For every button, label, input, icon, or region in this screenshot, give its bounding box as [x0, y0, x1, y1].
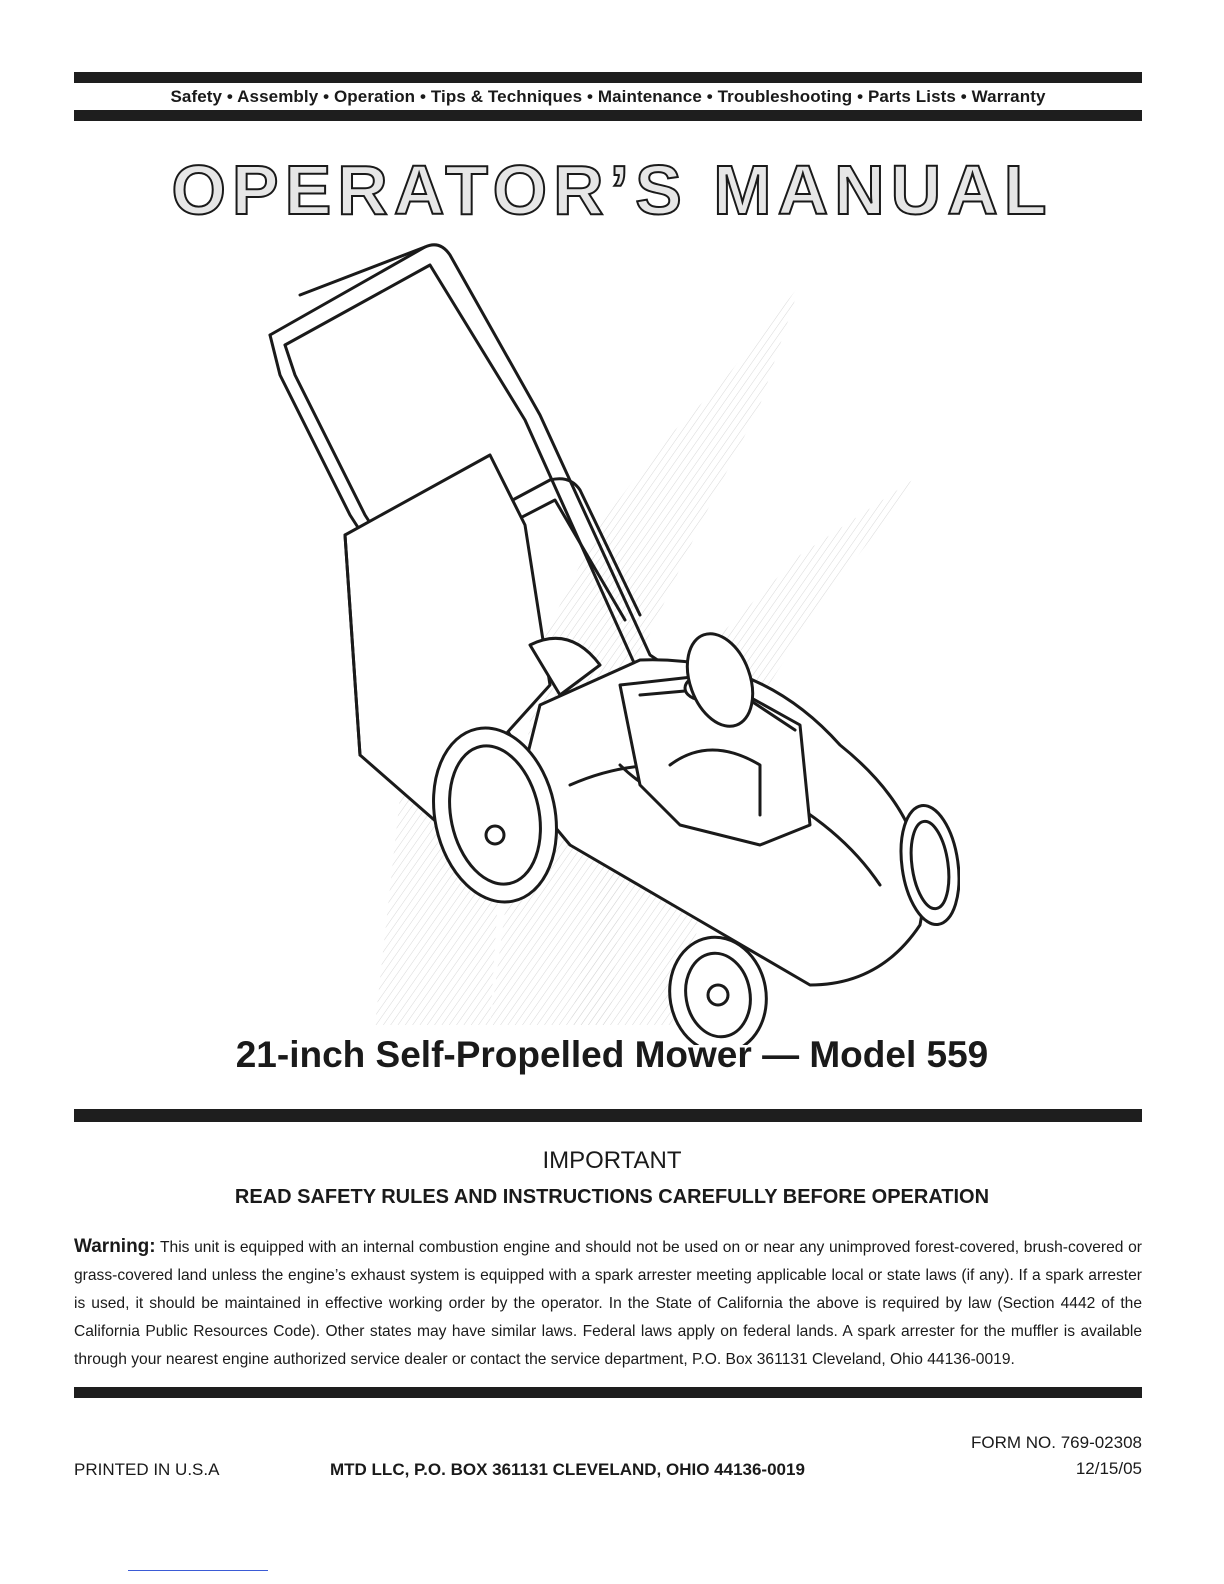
top-rule-upper: [74, 72, 1142, 83]
warning-label: Warning:: [74, 1236, 156, 1257]
warning-text: This unit is equipped with an internal combustion engine and should not be used on or near any unimproved forest-covered, brush-covered or grass-covered land unless the engine’s exhaust system is equipped with a spark arrester meeting applicable local or state laws (if any). If a spark arrester is used, it should be maintained in effective working order by the operator. In the State of California the above is required by law (Section 4442 of the California Public Resources Code). Other states may have similar laws. Federal laws apply on federal lands. A spark arrester for the muffler is available through your nearest engine authorized service dealer or contact the service department, P.O. Box 361131 Cleveland, Ohio 44136-0019.: [74, 1239, 1142, 1368]
manual-title: OPERATOR’S MANUAL: [171, 151, 1053, 229]
form-date: 12/15/05: [1075, 1459, 1142, 1478]
top-rule-lower: [74, 110, 1142, 121]
important-heading: IMPORTANT: [542, 1147, 682, 1174]
link-underline: [128, 1570, 268, 1571]
read-safety-heading: READ SAFETY RULES AND INSTRUCTIONS CAREFULLY BEFORE OPERATION: [234, 1186, 990, 1208]
company-address: MTD LLC, P.O. BOX 361131 CLEVELAND, OHIO 44136-0019: [330, 1460, 805, 1479]
contents-nav-line: Safety • Assembly • Operation • Tips & Techniques • Maintenance • Troubleshooting • Parts Lists • Warranty: [170, 87, 1046, 106]
footer-rule: [74, 1387, 1142, 1398]
model-subtitle: 21-inch Self-Propelled Mower — Model 559: [235, 1034, 989, 1075]
form-number: FORM NO. 769-02308: [970, 1433, 1142, 1452]
lawn-mower-illustration: [240, 225, 960, 1045]
warning-paragraph: [74, 1233, 1142, 1374]
section-rule: [74, 1109, 1142, 1122]
printed-in-usa: PRINTED IN U.S.A: [74, 1460, 220, 1479]
